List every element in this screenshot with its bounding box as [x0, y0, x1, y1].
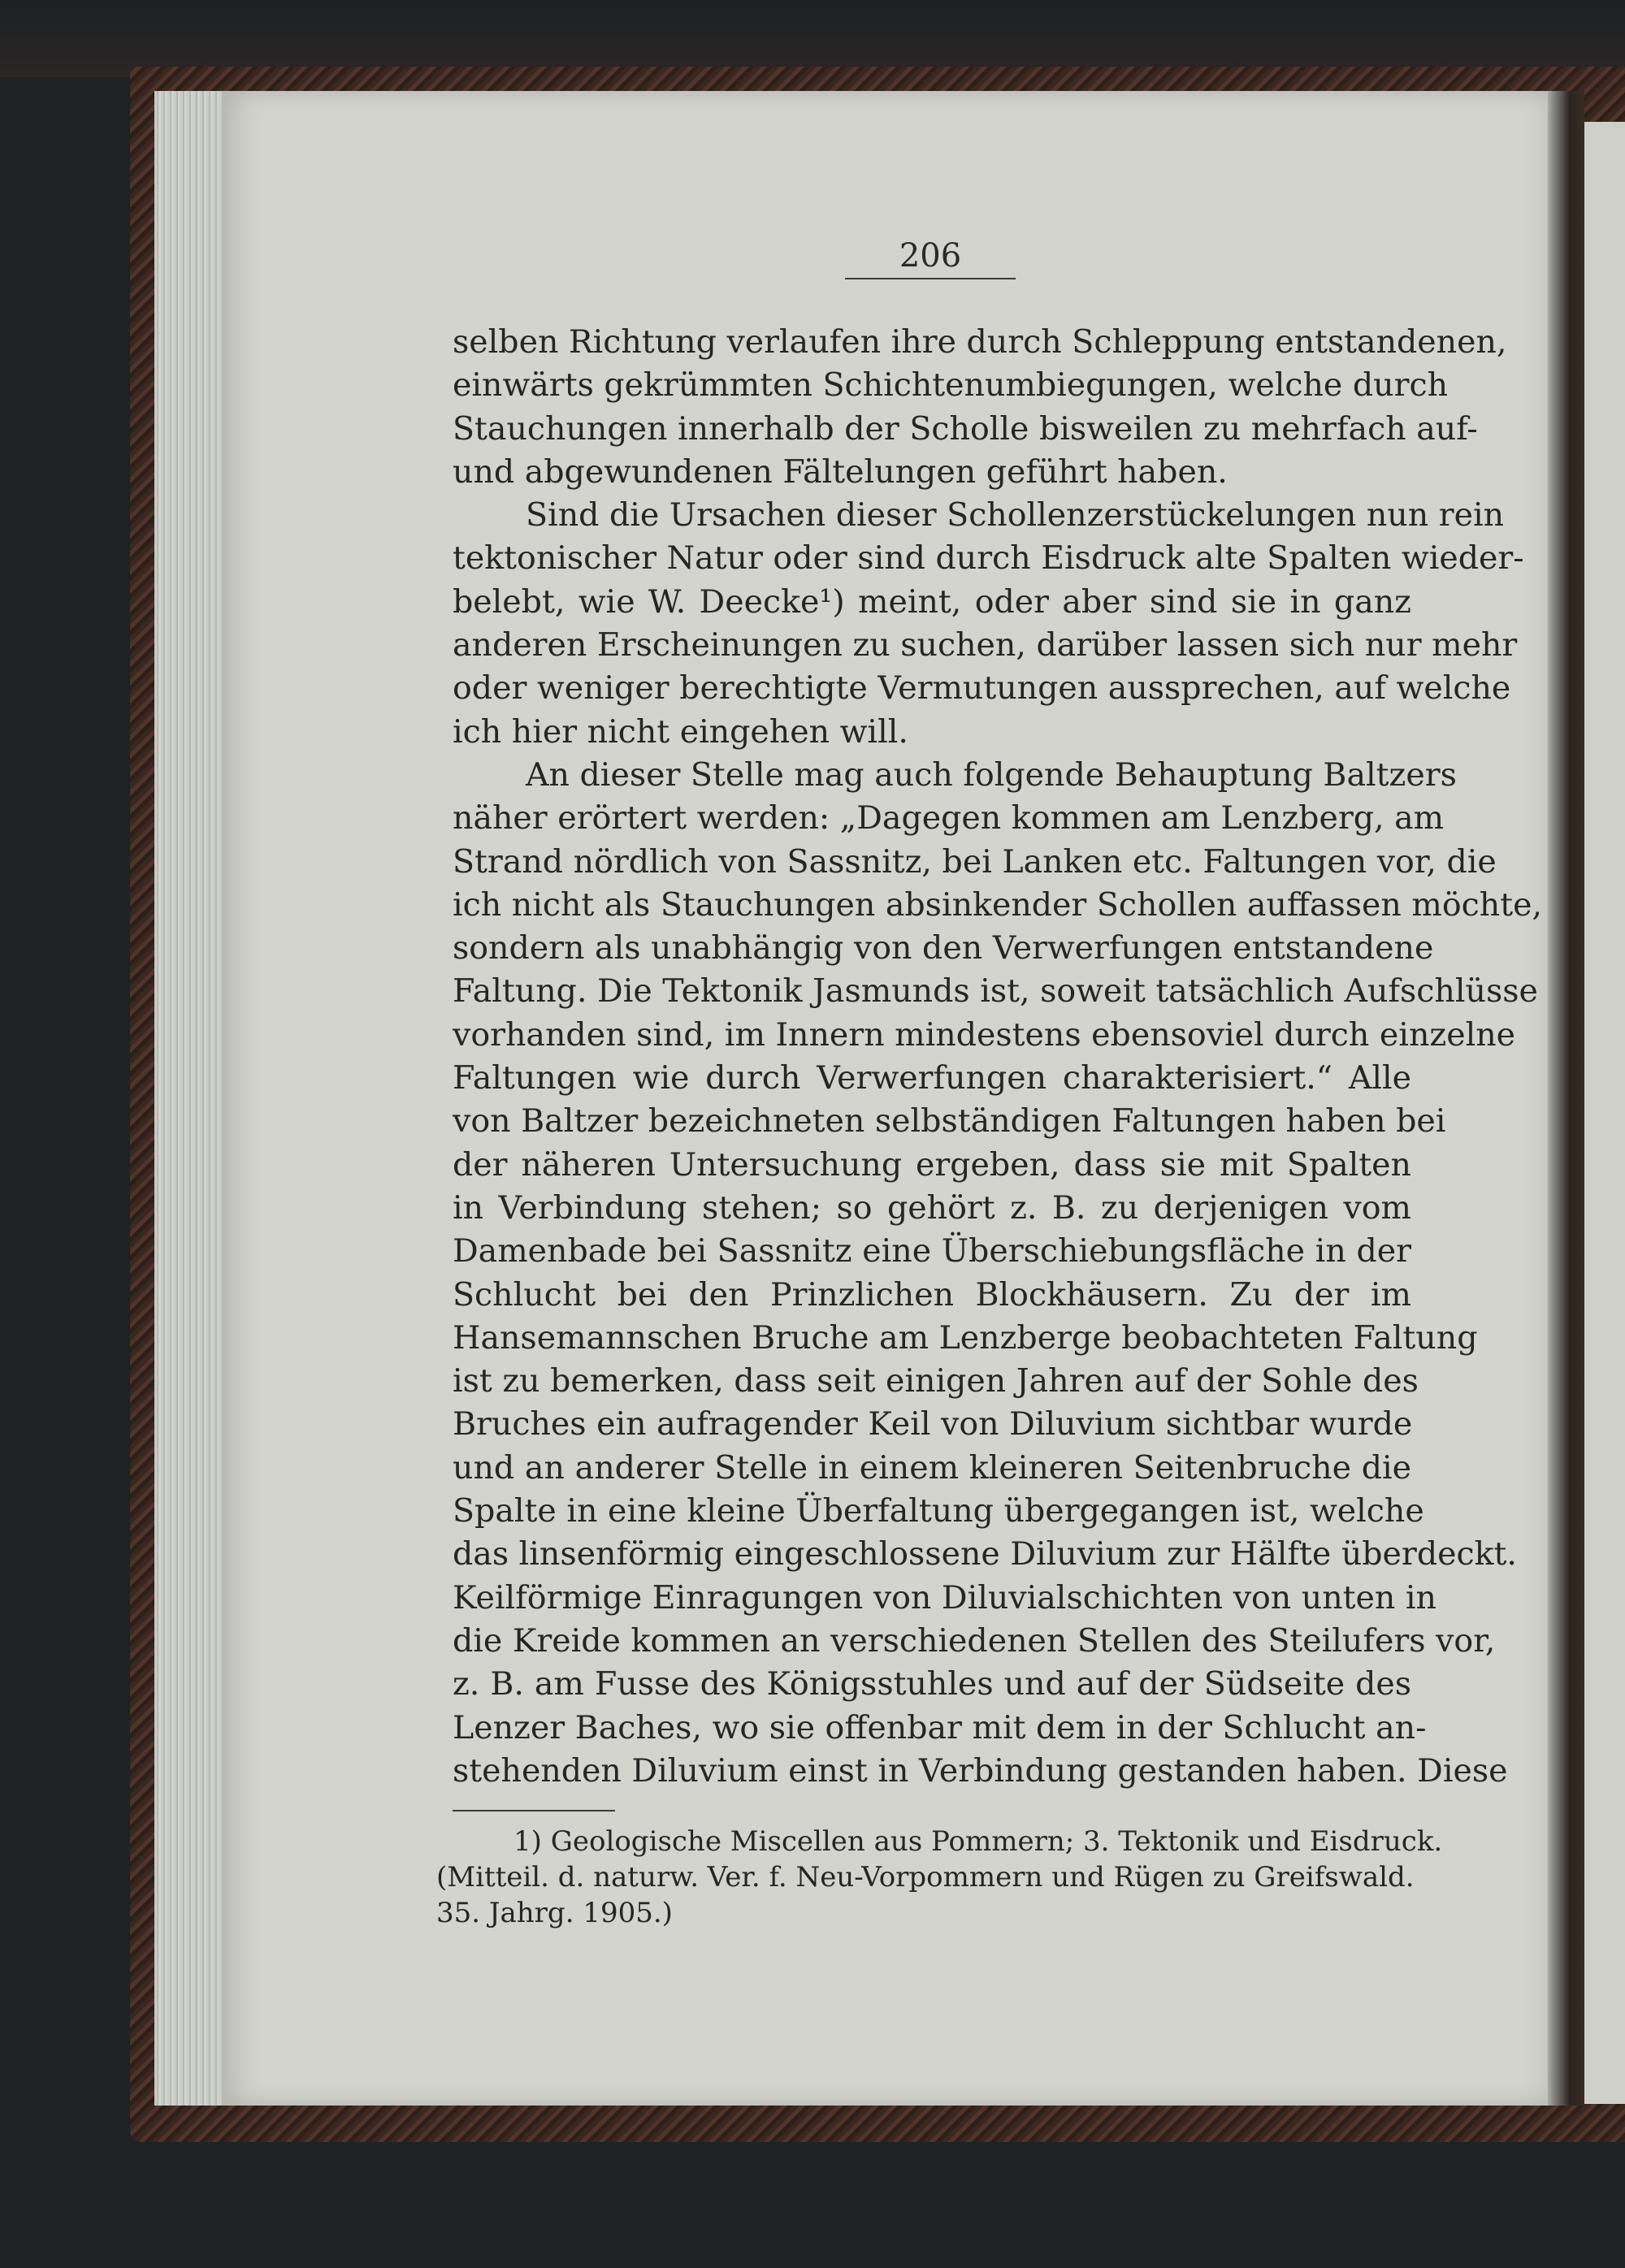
text-line: das linsenförmig eingeschlossene Diluvium zur Hälfte überdeckt.	[453, 1535, 1517, 1573]
text-line: ich nicht als Stauchungen absinkender Schollen auffassen möchte,	[453, 885, 1543, 924]
text-line: belebt, wie W. Deecke¹) meint, oder aber sind sie in ganz	[453, 582, 1411, 621]
text-line: stehenden Diluvium einst in Verbindung gestanden haben. Diese	[453, 1751, 1508, 1790]
text-line: Keilförmige Einragungen von Diluvialschichten von unten in	[453, 1578, 1436, 1617]
text-line: selben Richtung verlaufen ihre durch Schleppung entstandenen,	[453, 323, 1507, 361]
text-line: tektonischer Natur oder sind durch Eisdruck alte Spalten wieder-	[453, 539, 1524, 578]
text-line: z. B. am Fusse des Königsstuhles und auf der Südseite des	[453, 1665, 1411, 1703]
text-line: oder weniger berechtigte Vermutungen aussprechen, auf welche	[453, 669, 1511, 708]
footnote-line: 1) Geologische Miscellen aus Pommern; 3. Tektonik und Eisdruck.	[514, 1825, 1443, 1858]
text-line: Hansemannschen Bruche am Lenzberge beobachteten Faltung	[453, 1318, 1478, 1357]
text-line: Faltungen wie durch Verwerfungen charakterisiert.“ Alle	[453, 1059, 1411, 1097]
text-line: An dieser Stelle mag auch folgende Behauptung Baltzers	[526, 755, 1457, 794]
text-line: vorhanden sind, im Innern mindestens ebensoviel durch einzelne	[453, 1015, 1516, 1054]
text-line: Damenbade bei Sassnitz eine Überschiebungsfläche in der	[453, 1232, 1411, 1270]
text-line: in Verbindung stehen; so gehört z. B. zu derjenigen vom	[453, 1188, 1411, 1227]
page-number: 206	[845, 237, 1016, 279]
text-line: Strand nördlich von Sassnitz, bei Lanken etc. Faltungen vor, die	[453, 842, 1497, 881]
text-line: und an anderer Stelle in einem kleineren Seitenbruche die	[453, 1448, 1411, 1487]
text-line: Schlucht bei den Prinzlichen Blockhäusern. Zu der im	[453, 1275, 1411, 1314]
body-text	[453, 321, 1543, 1793]
text-line: Stauchungen innerhalb der Scholle bisweilen zu mehrfach auf-	[453, 409, 1478, 448]
book-gutter	[1548, 91, 1584, 2106]
footnotes	[436, 1824, 1443, 1931]
text-line: von Baltzer bezeichneten selbständigen Faltungen haben bei	[453, 1102, 1446, 1140]
text-line: Sind die Ursachen dieser Schollenzerstückelungen nun rein	[526, 496, 1505, 535]
text-line: Spalte in eine kleine Überfaltung übergegangen ist, welche	[453, 1492, 1424, 1530]
facing-page-edge	[1584, 122, 1625, 2104]
text-line: Bruches ein aufragender Keil von Diluvium sichtbar wurde	[453, 1405, 1413, 1443]
text-line: Lenzer Baches, wo sie offenbar mit dem in der Schlucht an-	[453, 1708, 1427, 1746]
text-line: anderen Erscheinungen zu suchen, darüber lassen sich nur mehr	[453, 626, 1518, 664]
text-line: und abgewundenen Fältelungen geführt haben.	[453, 452, 1228, 491]
footnote-line: 35. Jahrg. 1905.)	[436, 1897, 673, 1929]
text-line: einwärts gekrümmten Schichtenumbiegungen, welche durch	[453, 366, 1449, 405]
text-line: ist zu bemerken, dass seit einigen Jahren auf der Sohle des	[453, 1362, 1419, 1400]
text-line: sondern als unabhängig von den Verwerfungen entstandene	[453, 929, 1434, 967]
footnote-line: (Mitteil. d. naturw. Ver. f. Neu-Vorpommern und Rügen zu Greifswald.	[436, 1861, 1415, 1894]
text-line: die Kreide kommen an verschiedenen Stellen des Steilufers vor,	[453, 1621, 1496, 1660]
text-line: Faltung. Die Tektonik Jasmunds ist, soweit tatsächlich Aufschlüsse	[453, 972, 1538, 1011]
text-line: ich hier nicht eingehen will.	[453, 712, 908, 751]
footnote-rule	[453, 1810, 615, 1811]
text-line: der näheren Untersuchung ergeben, dass sie mit Spalten	[453, 1145, 1411, 1184]
text-line: näher erörtert werden: „Dagegen kommen am Lenzberg, am	[453, 799, 1445, 838]
background-top	[0, 0, 1625, 77]
